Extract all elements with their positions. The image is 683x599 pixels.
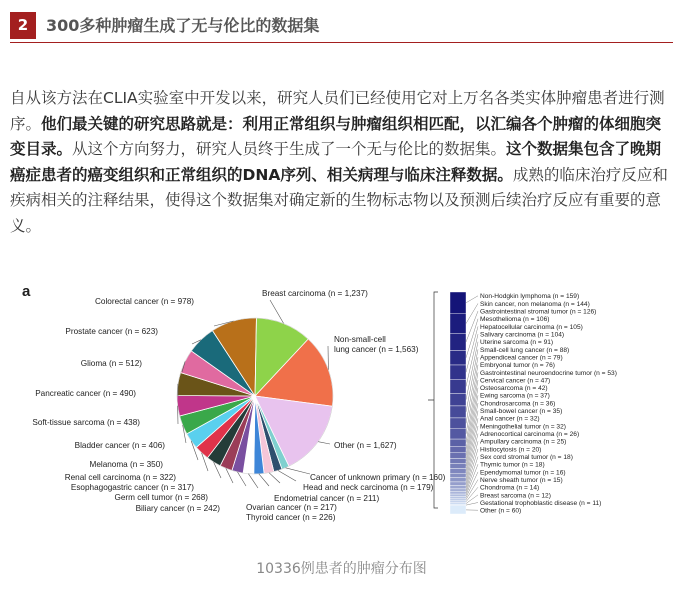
slice-label: Endometrial cancer (n = 211) bbox=[274, 494, 380, 503]
breakdown-label: Breast sarcoma (n = 12) bbox=[480, 492, 551, 500]
breakdown-label: Appendiceal cancer (n = 79) bbox=[480, 354, 563, 362]
breakdown-segment bbox=[450, 446, 466, 452]
breakdown-leader bbox=[466, 326, 478, 372]
breakdown-leader bbox=[466, 449, 478, 490]
breakdown-segment bbox=[450, 473, 466, 477]
breakdown-segment bbox=[450, 504, 466, 506]
breakdown-label: Salivary carcinoma (n = 104) bbox=[480, 331, 565, 339]
leader-line bbox=[318, 442, 330, 444]
breakdown-label: Small-bowel cancer (n = 35) bbox=[480, 408, 563, 416]
breakdown-leader bbox=[466, 304, 478, 324]
other-breakdown-bar bbox=[428, 292, 617, 515]
leader-line bbox=[238, 472, 247, 486]
breakdown-label: Ependymomal tumor (n = 16) bbox=[480, 469, 566, 477]
breakdown-segment bbox=[450, 485, 466, 488]
breakdown-label: Anal cancer (n = 32) bbox=[480, 415, 540, 423]
breakdown-leader bbox=[466, 372, 478, 442]
breakdown-segment bbox=[450, 489, 466, 492]
breakdown-segment bbox=[450, 501, 466, 503]
slice-label: Colorectal cancer (n = 978) bbox=[95, 297, 194, 306]
pie-slices bbox=[177, 318, 333, 474]
slice-label: Esophagogastric cancer (n = 317) bbox=[70, 483, 194, 492]
slice-label: Pancreatic cancer (n = 490) bbox=[35, 389, 136, 398]
breakdown-segment bbox=[450, 314, 466, 334]
breakdown-segment bbox=[450, 503, 466, 505]
breakdown-segment bbox=[450, 499, 466, 501]
panel-label: a bbox=[22, 283, 31, 300]
breakdown-leader bbox=[466, 418, 478, 475]
article-paragraph bbox=[10, 86, 670, 239]
breakdown-label: Sex cord stromal tumor (n = 18) bbox=[480, 454, 573, 461]
text-span: 成熟的临床治疗反应和疾病相关的注释结果，使得这个数据集对确定新的生物标志物以及预测后续治疗反应有重要的意义。 bbox=[10, 165, 668, 235]
bold-text-span: 这个数据集包含了晚期癌症患者的癌变组织和正常组织的DNA序列、相关病理与临床注释数据。 bbox=[10, 140, 662, 184]
breakdown-segment bbox=[450, 453, 466, 459]
breakdown-leader bbox=[466, 441, 478, 487]
slice-label: Glioma (n = 512) bbox=[80, 359, 142, 368]
breakdown-label: Ewing sarcoma (n = 37) bbox=[480, 392, 550, 400]
breakdown-leader bbox=[466, 334, 478, 386]
breakdown-segment bbox=[450, 406, 466, 418]
breakdown-label: Mesothelioma (n = 106) bbox=[480, 316, 550, 324]
bold-text-span: 他们最关键的研究思路就是：利用正常组织与肿瘤组织相匹配，以汇编各个肿瘤的体细胞突变目录。 bbox=[10, 114, 662, 158]
slice-label: Thyroid cancer (n = 226) bbox=[246, 513, 336, 522]
breakdown-label: Skin cancer, non melanoma (n = 144) bbox=[480, 300, 590, 308]
leader-line bbox=[278, 471, 296, 482]
breakdown-leader bbox=[466, 349, 478, 412]
breakdown-leader bbox=[466, 388, 478, 456]
leader-line bbox=[259, 474, 269, 486]
leader-line bbox=[269, 473, 280, 483]
breakdown-segment bbox=[450, 292, 466, 314]
breakdown-segment bbox=[450, 394, 466, 406]
slice-label: Bladder cancer (n = 406) bbox=[74, 441, 165, 450]
leader-line bbox=[248, 474, 258, 488]
breakdown-segment bbox=[450, 468, 466, 473]
leader-line bbox=[286, 468, 311, 474]
breakdown-label: Small-cell lung cancer (n = 88) bbox=[480, 346, 570, 354]
breakdown-label: Adrenocortical carcinoma (n = 26) bbox=[480, 431, 580, 438]
breakdown-leader bbox=[466, 365, 478, 434]
breakdown-label: Nerve sheath tumor (n = 15) bbox=[480, 477, 563, 484]
breakdown-segment bbox=[450, 464, 466, 469]
breakdown-label: Gastrointestinal stromal tumor (n = 126) bbox=[480, 308, 597, 316]
breakdown-segment bbox=[450, 351, 466, 365]
breakdown-segment bbox=[450, 494, 466, 496]
slice-label: Prostate cancer (n = 623) bbox=[65, 327, 158, 336]
breakdown-segment bbox=[450, 478, 466, 482]
slice-label: Ovarian cancer (n = 217) bbox=[246, 503, 337, 512]
slice-label: Soft-tissue sarcoma (n = 438) bbox=[32, 418, 140, 427]
figure-caption: 10336例患者的肿瘤分布图 bbox=[256, 561, 427, 577]
section-title: 300多种肿瘤生成了无与伦比的数据集 bbox=[46, 16, 320, 35]
breakdown-label: Chondroma (n = 14) bbox=[480, 484, 540, 492]
section-number-badge: 2 bbox=[10, 12, 36, 39]
breakdown-label: Uterine sarcoma (n = 91) bbox=[480, 339, 554, 347]
breakdown-segment bbox=[450, 458, 466, 463]
section-header bbox=[10, 12, 673, 43]
breakdown-segment bbox=[450, 506, 466, 514]
breakdown-label: Thymic tumor (n = 18) bbox=[480, 461, 545, 469]
slice-label: Melanoma (n = 350) bbox=[89, 460, 163, 469]
breakdown-segment bbox=[450, 418, 466, 429]
breakdown-label: Cervical cancer (n = 47) bbox=[480, 377, 551, 385]
breakdown-label: Osteosarcoma (n = 42) bbox=[480, 385, 548, 393]
breakdown-segment bbox=[450, 379, 466, 393]
breakdown-segment bbox=[450, 482, 466, 486]
pie-chart-svg bbox=[18, 278, 668, 528]
breakdown-segment bbox=[450, 439, 466, 446]
slice-label: Breast carcinoma (n = 1,237) bbox=[262, 289, 368, 298]
breakdown-segment bbox=[450, 497, 466, 499]
text-span: 从这个方向努力，研究人员终于生成了一个无与伦比的数据集。 bbox=[72, 140, 507, 158]
slice-label: Biliary cancer (n = 242) bbox=[135, 504, 220, 513]
breakdown-leader bbox=[466, 395, 478, 461]
breakdown-label: Chondrosarcoma (n = 36) bbox=[480, 400, 556, 408]
breakdown-leader bbox=[466, 503, 478, 506]
breakdown-label: Gestational trophoblastic disease (n = 11) bbox=[480, 499, 602, 507]
slice-label: Renal cell carcinoma (n = 322) bbox=[64, 473, 176, 482]
slice-label: Cancer of unknown primary (n = 160) bbox=[310, 473, 446, 482]
breakdown-label: Meningothelial tumor (n = 32) bbox=[480, 423, 566, 431]
slice-label: Other (n = 1,627) bbox=[334, 441, 397, 450]
slice-label: Non-small-cell lung cancer (n = 1,563) bbox=[334, 335, 419, 354]
breakdown-label: Embryonal tumor (n = 76) bbox=[480, 362, 555, 370]
breakdown-segment bbox=[450, 429, 466, 439]
text-span: 自从该方法在CLIA实验室中开发以来，研究人员们已经使用它对上万名各类实体肿瘤患者进行测序。 bbox=[10, 89, 665, 133]
breakdown-label: Gastrointestinal neuroendocrine tumor (n = 53) bbox=[480, 369, 617, 377]
breakdown-leader bbox=[466, 319, 478, 358]
breakdown-label: Non-Hodgkin lymphoma (n = 159) bbox=[480, 293, 580, 301]
slice-label: Germ cell tumor (n = 268) bbox=[114, 493, 208, 502]
breakdown-leader bbox=[466, 495, 478, 504]
tumor-distribution-figure bbox=[18, 278, 668, 528]
breakdown-label: Histiocytosis (n = 20) bbox=[480, 446, 542, 454]
breakdown-leader bbox=[466, 311, 478, 342]
breakdown-label: Other (n = 60) bbox=[480, 507, 522, 515]
slice-label: Head and neck carcinoma (n = 179) bbox=[303, 483, 434, 492]
breakdown-leader bbox=[466, 296, 478, 303]
breakdown-segment bbox=[450, 365, 466, 379]
breakdown-label: Ampullary carcinoma (n = 25) bbox=[480, 438, 567, 446]
breakdown-segment bbox=[450, 492, 466, 494]
breakdown-label: Hepatocellular carcinoma (n = 105) bbox=[480, 323, 583, 331]
breakdown-segment bbox=[450, 333, 466, 350]
